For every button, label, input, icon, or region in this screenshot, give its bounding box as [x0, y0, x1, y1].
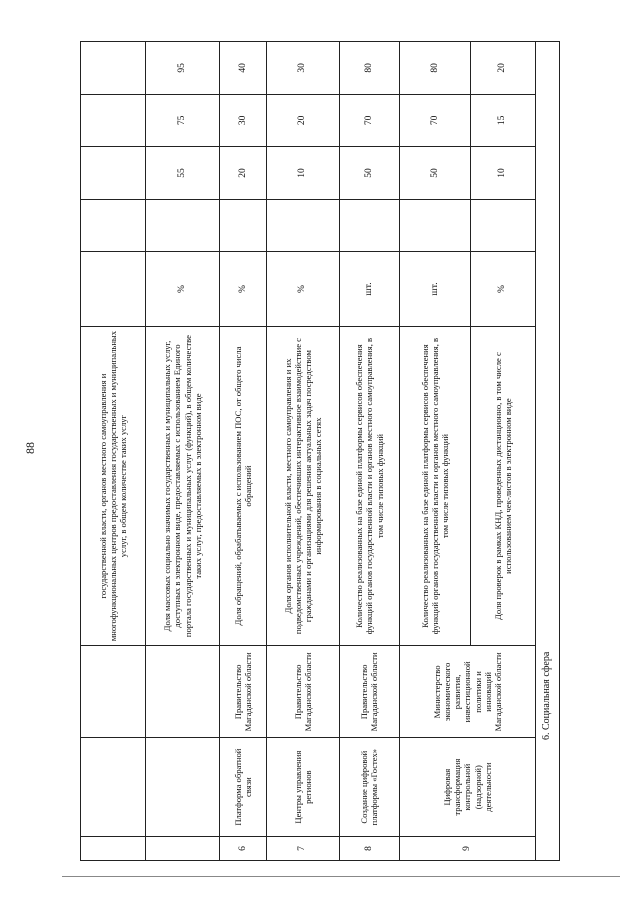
responsible-cell: Правительство Магаданской области: [220, 646, 266, 738]
responsible-cell: Правительство Магаданской области: [339, 646, 400, 738]
project-name-cell: [145, 738, 220, 837]
value-cell-1: [145, 199, 220, 252]
row-number-cell: 8: [339, 836, 400, 860]
project-name-cell: Платформа обратной связи: [220, 738, 266, 837]
page-bottom-rule: [62, 876, 620, 877]
indicator-cell: Доля проверок в рамках КНД, проведенных дистанционно, в том числе с использованием чек-листов в электронном виде: [471, 326, 536, 646]
project-name-cell: Цифровая трансформация контрольной (надзорной) деятельности: [400, 738, 535, 837]
section-row: [535, 42, 559, 861]
project-name-cell: [81, 738, 146, 837]
table-row: [400, 42, 471, 861]
value-cell-3: 15: [471, 94, 536, 147]
table-row: [266, 42, 339, 861]
unit-cell: %: [266, 252, 339, 326]
value-cell-2: 50: [339, 147, 400, 200]
unit-cell: %: [471, 252, 536, 326]
value-cell-2: 55: [145, 147, 220, 200]
project-name-cell: Центры управления регионов: [266, 738, 339, 837]
value-cell-4: 95: [145, 42, 220, 95]
responsible-cell: Министерство экономического развития, инвестиционной политики и инноваций Магаданской области: [400, 646, 535, 738]
table-body: [81, 42, 560, 861]
responsible-cell: [81, 646, 146, 738]
indicator-cell: Количество реализованных на базе единой платформы сервисов обеспечения функций органов государственной власти и органов местного самоуправления, в том числе типовых функций: [339, 326, 400, 646]
value-cell-3: 20: [266, 94, 339, 147]
value-cell-2: [81, 147, 146, 200]
value-cell-3: 75: [145, 94, 220, 147]
unit-cell: %: [220, 252, 266, 326]
unit-cell: шт.: [400, 252, 471, 326]
unit-cell: %: [145, 252, 220, 326]
value-cell-4: [81, 42, 146, 95]
row-number-cell: 7: [266, 836, 339, 860]
value-cell-1: [220, 199, 266, 252]
table-row: [220, 42, 266, 861]
row-number-cell: 6: [220, 836, 266, 860]
project-name-cell: Создание цифровой платформы «Гостех»: [339, 738, 400, 837]
table-row: [81, 42, 146, 861]
section-heading: 6. Социальная сфера: [535, 42, 559, 861]
value-cell-2: 10: [266, 147, 339, 200]
unit-cell: [81, 252, 146, 326]
table-row: [339, 42, 400, 861]
responsible-cell: Правительство Магаданской области: [266, 646, 339, 738]
indicator-cell: Доля массовых социально значимых государственных и муниципальных услуг, доступных в электронном виде, предоставляемых с использованием Единого портала государственных и муниципальных услуг (функций), в общем количестве таких услуг, предоставляемых в электронном виде: [145, 326, 220, 646]
value-cell-3: 70: [400, 94, 471, 147]
indicators-table: [80, 41, 560, 861]
value-cell-2: 50: [400, 147, 471, 200]
table-row: [145, 42, 220, 861]
value-cell-1: [339, 199, 400, 252]
value-cell-3: 30: [220, 94, 266, 147]
value-cell-1: [266, 199, 339, 252]
indicator-cell: Количество реализованных на базе единой платформы сервисов обеспечения функций органов государственной власти и органов местного самоуправления, в том числе типовых функций: [400, 326, 471, 646]
value-cell-2: 10: [471, 147, 536, 200]
row-number-cell: [145, 836, 220, 860]
responsible-cell: [145, 646, 220, 738]
value-cell-4: 20: [471, 42, 536, 95]
value-cell-1: [400, 199, 471, 252]
value-cell-4: 80: [400, 42, 471, 95]
rotated-landscape-page: [80, 41, 560, 861]
value-cell-1: [471, 199, 536, 252]
indicator-cell: государственной власти, органов местного самоуправления и многофункциональных центров предоставления государственных и муниципальных услуг, в общем количестве таких услуг: [81, 326, 146, 646]
value-cell-3: [81, 94, 146, 147]
value-cell-4: 30: [266, 42, 339, 95]
unit-cell: шт.: [339, 252, 400, 326]
row-number-cell: [81, 836, 146, 860]
value-cell-4: 80: [339, 42, 400, 95]
value-cell-3: 70: [339, 94, 400, 147]
page-number: 88: [23, 442, 37, 454]
indicator-cell: Доля органов исполнительной власти, местного самоуправления и их подведомственных учреждений, обеспечивших интерактивное взаимодействие с гражданами и организациями для решения актуальных задач посредством информирования в социальных сетях: [266, 326, 339, 646]
value-cell-2: 20: [220, 147, 266, 200]
row-number-cell: 9: [400, 836, 535, 860]
value-cell-4: 40: [220, 42, 266, 95]
value-cell-1: [81, 199, 146, 252]
indicator-cell: Доля обращений, обрабатываемых с использованием ПОС, от общего числа обращений: [220, 326, 266, 646]
